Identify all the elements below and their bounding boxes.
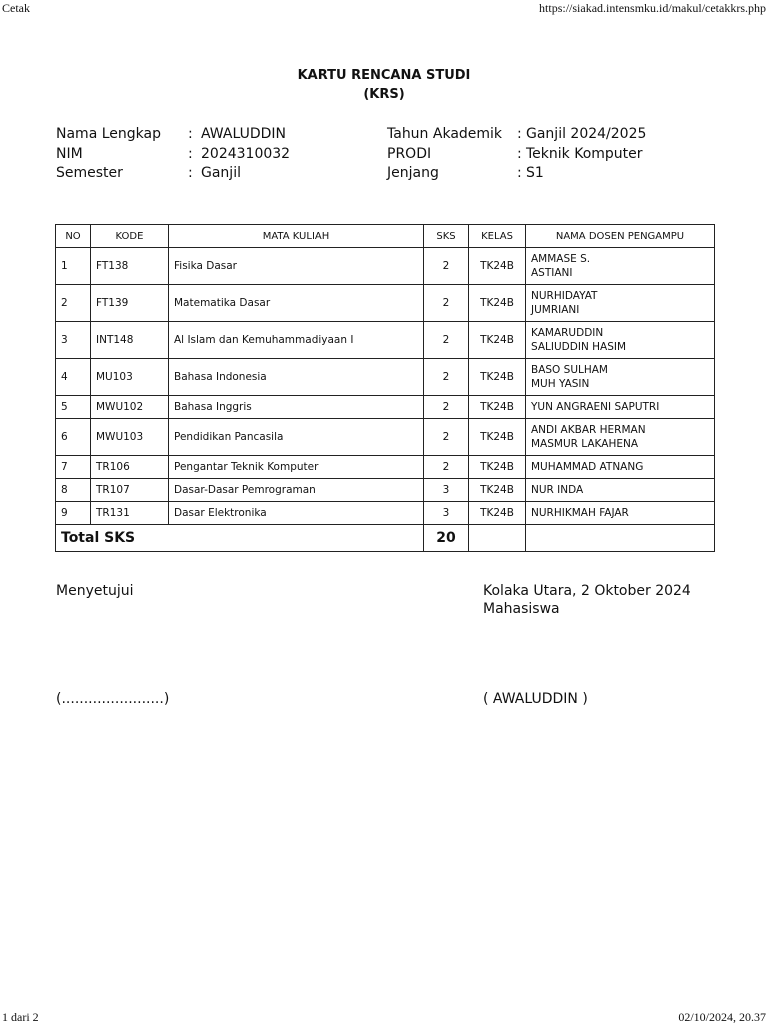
cell-kode: FT139 [91,285,169,322]
cell-kode: FT138 [91,248,169,285]
cell-kelas: TK24B [469,419,526,456]
info-value: 2024310032 [201,145,291,162]
dosen-name: KAMARUDDIN [531,327,604,339]
info-label: Jenjang [387,165,439,181]
total-sks-value: 20 [424,525,469,552]
cell-kode: INT148 [91,322,169,359]
student-info-left [56,125,290,184]
cell-mata-kuliah: Bahasa Indonesia [169,359,424,396]
cell-kode: MWU102 [91,396,169,419]
approval-label: Menyetujui [56,583,134,599]
cell-dosen [526,419,715,456]
info-value: AWALUDDIN [201,126,286,142]
cell-kode: MU103 [91,359,169,396]
cell-dosen [526,359,715,396]
info-separator: : [517,165,522,181]
print-header-title: Cetak [2,1,30,15]
table-row [56,479,715,502]
cell-dosen [526,502,715,525]
table-row [56,456,715,479]
info-row-semester [56,164,290,184]
dosen-name: NURHIKMAH FAJAR [531,507,629,519]
student-signature-name: ( AWALUDDIN ) [483,691,588,707]
table-row [56,248,715,285]
dosen-name: MASMUR LAKAHENA [531,438,639,450]
dosen-name: ANDI AKBAR HERMAN [531,424,646,436]
cell-kelas: TK24B [469,285,526,322]
cell-sks: 2 [424,285,469,322]
cell-no: 5 [56,396,91,419]
info-separator: : [517,126,522,142]
column-header-dosen: NAMA DOSEN PENGAMPU [526,225,715,248]
table-row [56,502,715,525]
info-row-jenjang [387,164,646,184]
print-header-url: https://siakad.intensmku.id/makul/cetakkrs.php [539,1,766,15]
dosen-name: ASTIANI [531,267,573,279]
dosen-name: SALIUDDIN HASIM [531,341,627,353]
info-row-nama [56,125,290,145]
info-value: Teknik Komputer [526,145,643,162]
cell-no: 4 [56,359,91,396]
cell-kelas: TK24B [469,456,526,479]
cell-mata-kuliah: Pendidikan Pancasila [169,419,424,456]
krs-table [55,224,715,552]
column-header-mata-kuliah: MATA KULIAH [169,225,424,248]
info-label: Tahun Akademik [387,126,503,142]
cell-mata-kuliah: Al Islam dan Kemuhammadiyaan I [169,322,424,359]
cell-kelas: TK24B [469,322,526,359]
cell-mata-kuliah: Fisika Dasar [169,248,424,285]
table-row [56,359,715,396]
info-row-nim [56,145,290,165]
cell-sks: 2 [424,359,469,396]
cell-dosen [526,396,715,419]
cell-dosen [526,322,715,359]
cell-mata-kuliah: Pengantar Teknik Komputer [169,456,424,479]
cell-kelas: TK24B [469,396,526,419]
cell-kelas: TK24B [469,359,526,396]
info-value: Ganjil 2024/2025 [526,126,647,142]
info-separator: : [517,145,522,162]
table-header-row [56,225,715,248]
column-header-no: NO [56,225,91,248]
approver-signature-line: (.......................) [56,691,170,707]
table-total-row [56,525,715,552]
info-row-prodi [387,145,646,165]
cell-sks: 2 [424,396,469,419]
info-separator: : [188,126,193,142]
info-value: Ganjil [201,165,241,181]
info-label: PRODI [387,145,432,162]
total-sks-label: Total SKS [56,525,424,552]
student-role: Mahasiswa [483,601,560,617]
dosen-name: MUH YASIN [531,378,590,390]
column-header-sks: SKS [424,225,469,248]
total-empty-cell [469,525,526,552]
info-label: NIM [56,145,83,162]
cell-sks: 2 [424,456,469,479]
dosen-name: AMMASE S. [531,253,591,265]
column-header-kelas: KELAS [469,225,526,248]
print-timestamp: 02/10/2024, 20.37 [678,1010,766,1024]
student-signature-header [483,582,691,618]
cell-sks: 2 [424,419,469,456]
document-title-line1: KARTU RENCANA STUDI [297,68,471,83]
cell-no: 1 [56,248,91,285]
table-row [56,419,715,456]
place-date: Kolaka Utara, 2 Oktober 2024 [483,583,691,599]
cell-no: 7 [56,456,91,479]
cell-sks: 2 [424,248,469,285]
info-label: Nama Lengkap [56,126,161,142]
cell-kelas: TK24B [469,479,526,502]
cell-no: 2 [56,285,91,322]
cell-kelas: TK24B [469,248,526,285]
column-header-kode: KODE [91,225,169,248]
page-number: 1 dari 2 [2,1010,39,1024]
info-separator: : [188,145,193,162]
cell-no: 9 [56,502,91,525]
dosen-name: NUR INDA [531,484,584,496]
info-value: S1 [526,165,544,181]
cell-kode: TR106 [91,456,169,479]
cell-no: 6 [56,419,91,456]
info-separator: : [188,165,193,181]
total-empty-cell [526,525,715,552]
dosen-name: YUN ANGRAENI SAPUTRI [531,401,660,413]
table-row [56,396,715,419]
document-title [0,66,768,104]
cell-no: 3 [56,322,91,359]
info-row-tahun-akademik [387,125,646,145]
cell-dosen [526,248,715,285]
document-title-line2: (KRS) [363,87,405,102]
cell-mata-kuliah: Bahasa Inggris [169,396,424,419]
cell-kode: TR107 [91,479,169,502]
info-label: Semester [56,165,123,181]
dosen-name: NURHIDAYAT [531,290,598,302]
cell-mata-kuliah: Matematika Dasar [169,285,424,322]
dosen-name: JUMRIANI [531,304,580,316]
cell-kode: MWU103 [91,419,169,456]
cell-sks: 2 [424,322,469,359]
cell-sks: 3 [424,502,469,525]
cell-kode: TR131 [91,502,169,525]
cell-dosen [526,285,715,322]
dosen-name: BASO SULHAM [531,364,608,376]
cell-mata-kuliah: Dasar-Dasar Pemrograman [169,479,424,502]
cell-mata-kuliah: Dasar Elektronika [169,502,424,525]
student-info-right [387,125,646,184]
dosen-name: MUHAMMAD ATNANG [531,461,644,473]
cell-dosen [526,479,715,502]
cell-kelas: TK24B [469,502,526,525]
cell-sks: 3 [424,479,469,502]
cell-no: 8 [56,479,91,502]
table-row [56,285,715,322]
table-row [56,322,715,359]
cell-dosen [526,456,715,479]
